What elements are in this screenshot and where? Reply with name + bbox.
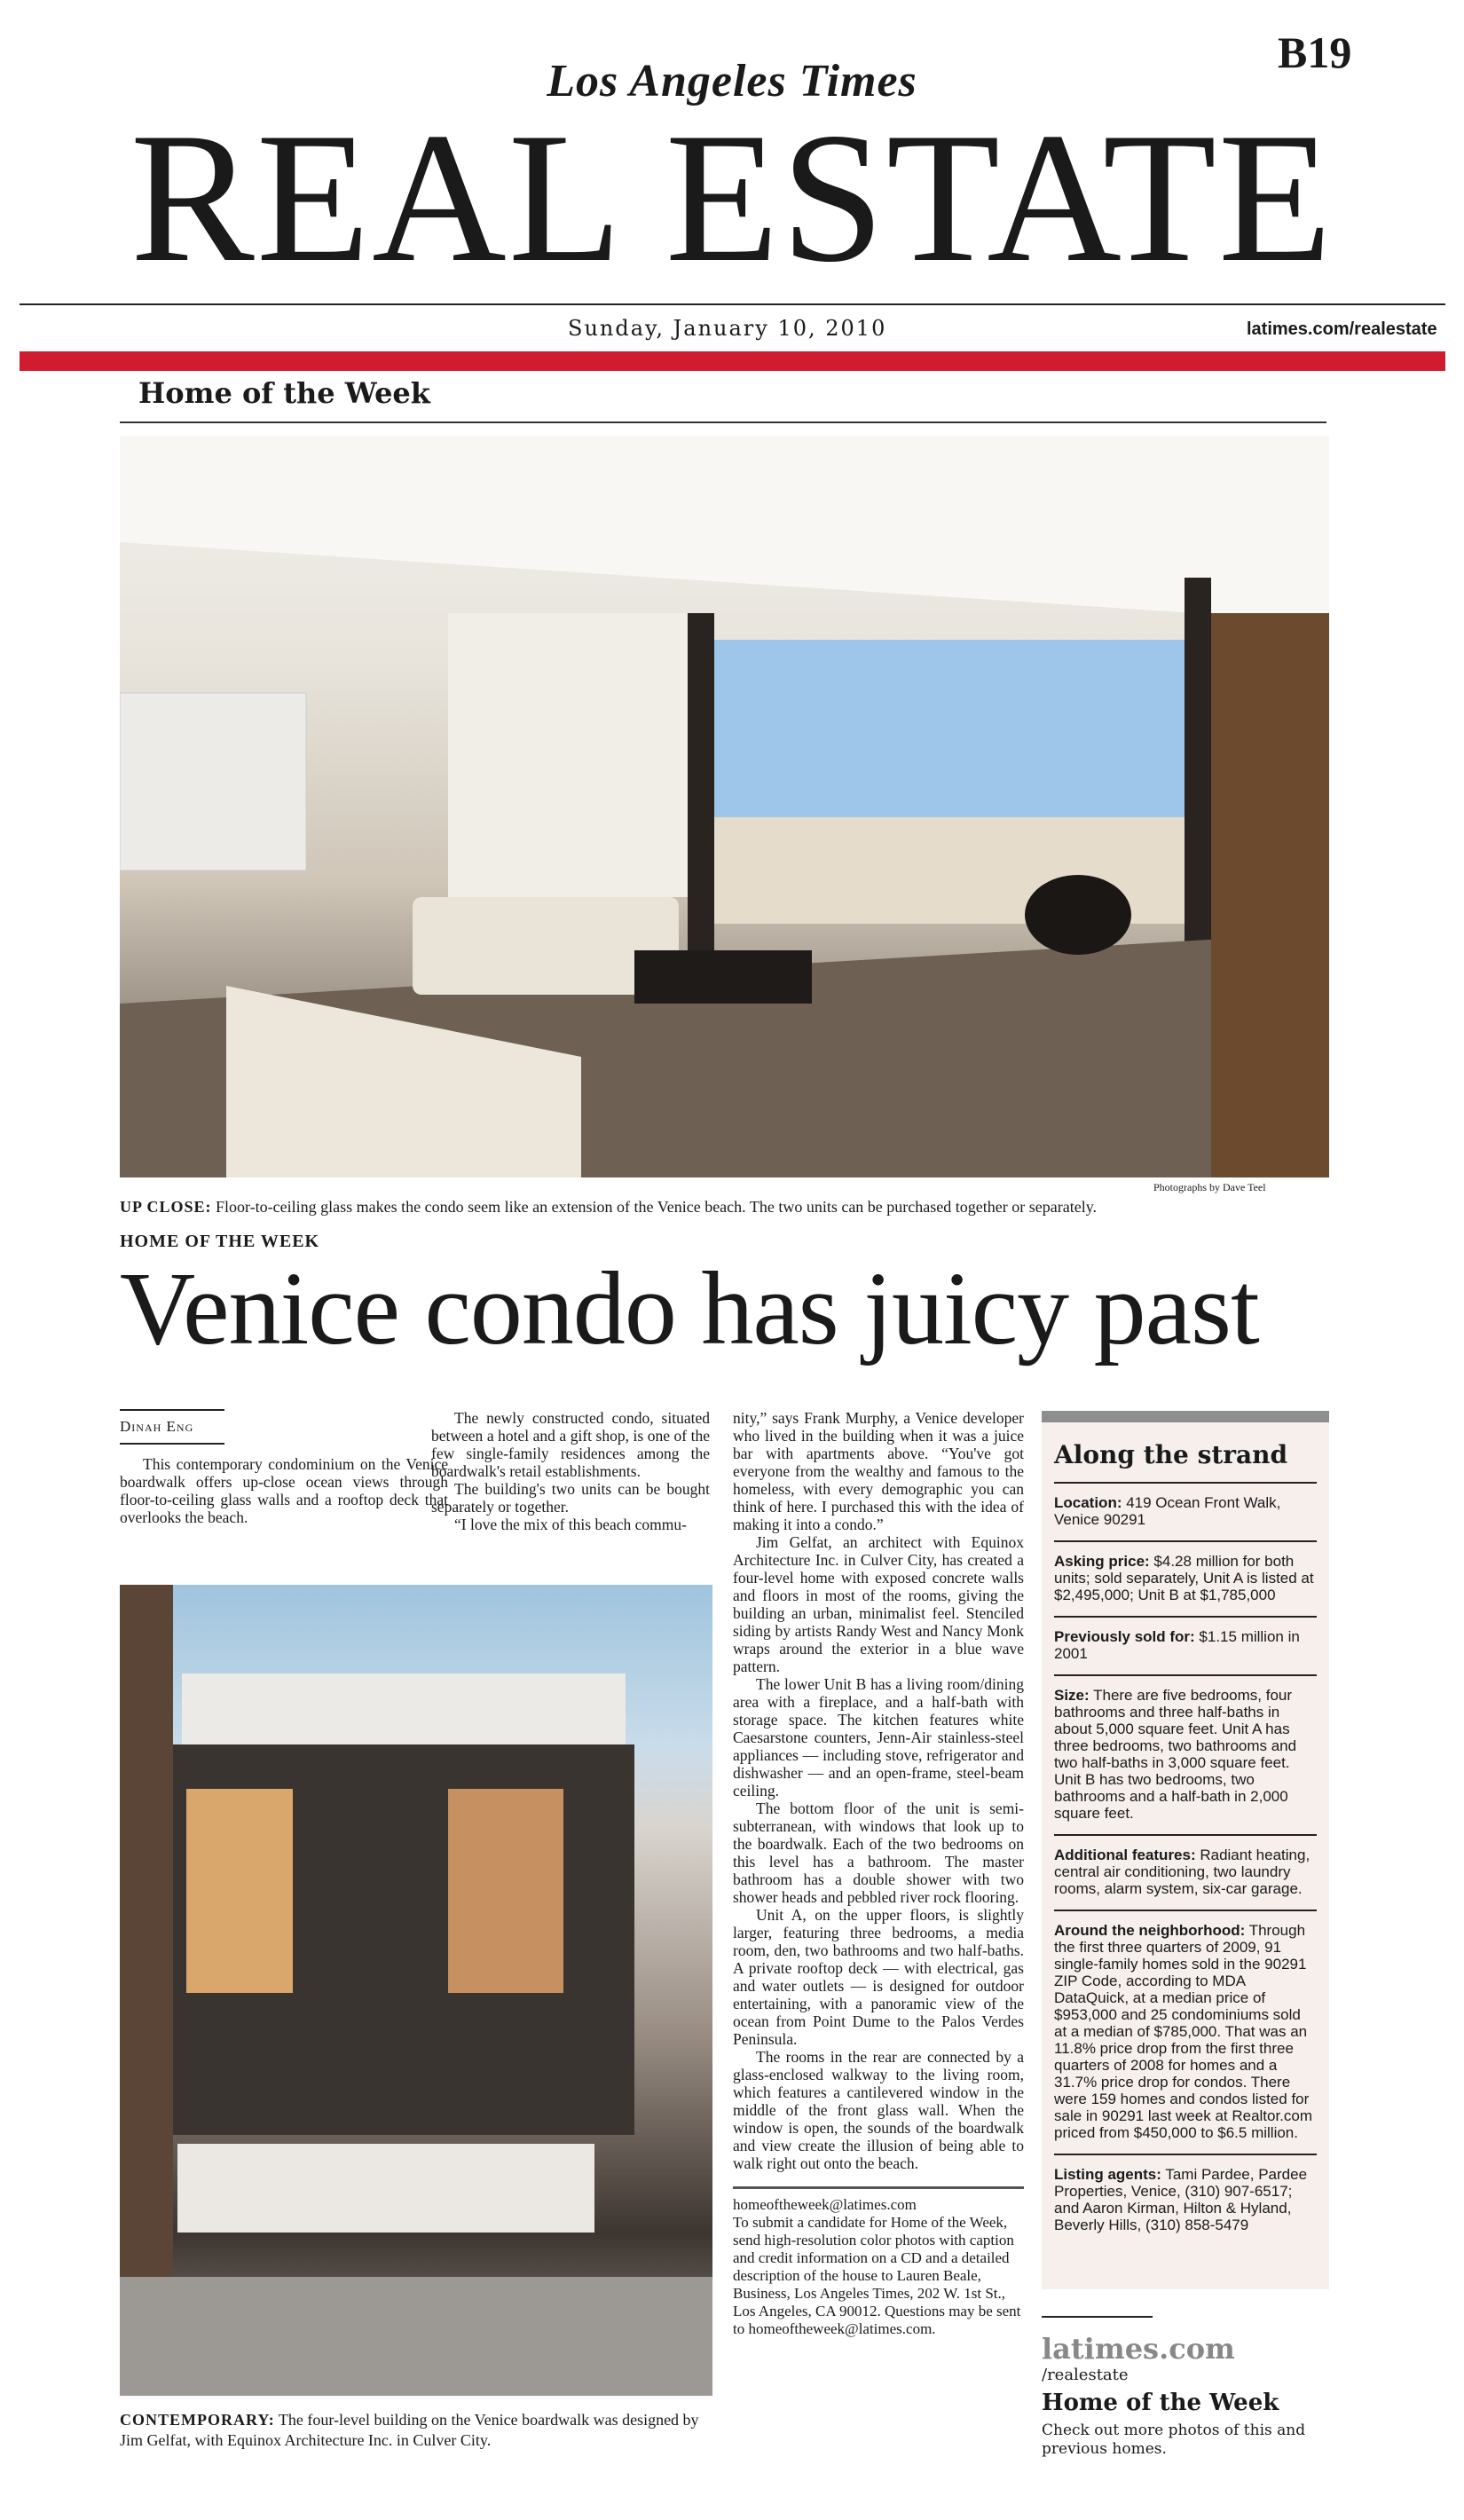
fact-label: Additional features:: [1054, 1847, 1196, 1863]
paragraph: This contemporary condominium on the Venice boardwalk offers up-close ocean views through floor-to-ceiling glass walls and a rooftop deck that overlooks the beach.: [120, 1455, 448, 1526]
divider: [1042, 2316, 1153, 2318]
fact-item: [1054, 1834, 1317, 1897]
paragraph: The lower Unit B has a living room/dining area with a fireplace, and a half-bath with storage space. The kitchen features white Caesarstone counters, Jenn-Air stainless-steel appliances — including stove, refrigerator and dishwasher — and an open-frame, steel-beam ceiling.: [733, 1675, 1024, 1799]
section-url[interactable]: latimes.com/realestate: [1247, 319, 1437, 339]
fact-label: Previously sold for:: [1054, 1628, 1195, 1645]
paragraph: The bottom floor of the unit is semi-subterranean, with windows that look up to the boardwalk. Each of the two bedrooms on this level has a bathroom. The master bathroom has a double shower with two shower heads and pebbled river rock flooring.: [733, 1799, 1024, 1906]
fact-text: $4.28 million for both units; sold separately, Unit A is listed at $2,495,000; Unit B at $1,785,000: [1054, 1553, 1314, 1603]
fact-label: Around the neighborhood:: [1054, 1922, 1246, 1939]
fact-label: Listing agents:: [1054, 2166, 1161, 2183]
fact-text: Through the first three quarters of 2009, 91 single-family homes sold in the 90291 ZIP Code, according to MDA DataQuick, at a median price of $953,000 and 25 condominiums sold at a median of $785,000. That was an 11.8% price drop from the first three quarters of 2008 for homes and a 31.7% price drop for condos. There were 159 homes and condos listed for sale in 90291 last week at Realtor.com priced from $450,000 to $6.5 million.: [1054, 1922, 1313, 2141]
fact-text: Tami Pardee, Pardee Properties, Venice, (310) 907-6517; and Aaron Kirman, Hilton & Hyland, Beverly Hills, (310) 858-5479: [1054, 2166, 1308, 2233]
promo-brand[interactable]: latimes.com: [1042, 2332, 1235, 2366]
fact-text: There are five bedrooms, four bathrooms and three half-baths in about 5,000 square feet. Unit A has three bedrooms, two bathrooms and two half-baths in 3,000 square feet. Unit B has two bedrooms, two bathrooms and a half-bath in 2,000 square feet.: [1054, 1687, 1297, 1822]
caption-label: CONTEMPORARY:: [120, 2411, 275, 2429]
building-illustration: [120, 1585, 712, 2396]
article-kicker: HOME OF THE WEEK: [120, 1232, 320, 1251]
fact-item: [1054, 2154, 1317, 2233]
promo-title: Home of the Week: [1042, 2390, 1279, 2416]
caption-label: UP CLOSE:: [120, 1198, 212, 1216]
byline: Dinah Eng: [120, 1409, 224, 1445]
article-column-2: [431, 1409, 710, 1533]
caption-text: Floor-to-ceiling glass makes the condo seem like an extension of the Venice beach. The two units can be purchased together or separately.: [211, 1198, 1098, 1216]
fact-item: [1054, 1910, 1317, 2141]
submission-info: homeoftheweek@latimes.com To submit a candidate for Home of the Week, send high-resolution color photos with caption and credit information on a CD and a detailed description of the house to Lauren Beale, Business, Los Angeles Times, 202 W. 1st St., Los Angeles, CA 90012. Questions may be sent to homeoftheweek@latimes.com.: [733, 2186, 1024, 2338]
fact-label: Asking price:: [1054, 1553, 1150, 1570]
living-room-photo: [120, 436, 1329, 1177]
fact-item: [1054, 1616, 1317, 1662]
fact-item: [1054, 1482, 1317, 1528]
fact-text: 419 Ocean Front Walk, Venice 90291: [1054, 1494, 1281, 1528]
paragraph: “I love the mix of this beach commu-: [454, 1516, 687, 1533]
caption-text: The four-level building on the Venice boardwalk was designed by Jim Gelfat, with Equinox Architecture Inc. in Culver City.: [120, 2411, 699, 2449]
fact-box: [1042, 1411, 1329, 2289]
paragraph: The rooms in the rear are connected by a glass-enclosed walkway to the living room, which features a cantilevered window in the middle of the front glass wall. When the window is open, the sounds of the boardwalk and view create the illusion of being able to walk right out onto the beach.: [733, 2048, 1024, 2172]
web-promo[interactable]: [1042, 2316, 1329, 2459]
promo-path[interactable]: /realestate: [1042, 2366, 1129, 2384]
article-column-3: [733, 1409, 1024, 2172]
page-number: B19: [1278, 28, 1352, 77]
article-column-3-wrapper: [733, 1409, 1024, 2338]
photo-caption: [120, 1198, 1335, 1217]
paragraph: Jim Gelfat, an architect with Equinox Architecture Inc. in Culver City, has created a four-level home with exposed concrete walls and floors in most of the rooms, giving the building an urban, minimalist feel. Stenciled siding by artists Randy West and Nancy Monk wraps around the exterior in a blue wave pattern.: [733, 1533, 1024, 1675]
divider: [120, 421, 1326, 423]
living-room-illustration: [120, 436, 1329, 1177]
fact-label: Location:: [1054, 1494, 1122, 1511]
newspaper-logo: Los Angeles Times: [547, 56, 917, 106]
fact-label: Size:: [1054, 1687, 1090, 1704]
section-masthead: REAL ESTATE: [130, 95, 1334, 301]
photo-caption: [120, 2410, 714, 2451]
feature-label: Home of the Week: [138, 376, 430, 410]
fact-text: Radiant heating, central air conditioning, two laundry rooms, alarm system, six-car garage.: [1054, 1847, 1311, 1897]
paragraph: The newly constructed condo, situated between a hotel and a gift shop, is one of the few single-family residences among the boardwalk's retail establishments.: [431, 1409, 710, 1480]
photo-credit: Photographs by Dave Teel: [1153, 1181, 1266, 1193]
issue-date: Sunday, January 10, 2010: [568, 316, 887, 341]
article-headline: Venice condo has juicy past: [120, 1250, 1259, 1366]
fact-text: $1.15 million in 2001: [1054, 1628, 1300, 1662]
fact-item: [1054, 1674, 1317, 1822]
divider: [20, 303, 1445, 305]
promo-description: Check out more photos of this and previous homes.: [1042, 2422, 1306, 2458]
paragraph: Unit A, on the upper floors, is slightly larger, featuring three bedrooms, a media room, den, two bathrooms and two half-baths. A private rooftop deck — with electrical, gas and water outlets — is designed for outdoor entertaining, with a panoramic view of the ocean from Point Dume to the Palos Verdes Peninsula.: [733, 1906, 1024, 2048]
fact-item: [1054, 1540, 1317, 1603]
paragraph: The building's two units can be bought separately or together.: [431, 1480, 710, 1516]
article-column-1: [120, 1455, 448, 1526]
fact-box-title: Along the strand: [1054, 1440, 1288, 1469]
right-rail: [1042, 1411, 1329, 2459]
paragraph: nity,” says Frank Murphy, a Venice developer who lived in the building when it was a juice bar with apartments above. “You've got everyone from the wealthy and famous to the homeless, with every demographic you can think of here. I purchased this with the idea of making it into a condo.”: [733, 1409, 1024, 1533]
accent-bar: [20, 351, 1445, 371]
building-exterior-photo: [120, 1585, 712, 2396]
